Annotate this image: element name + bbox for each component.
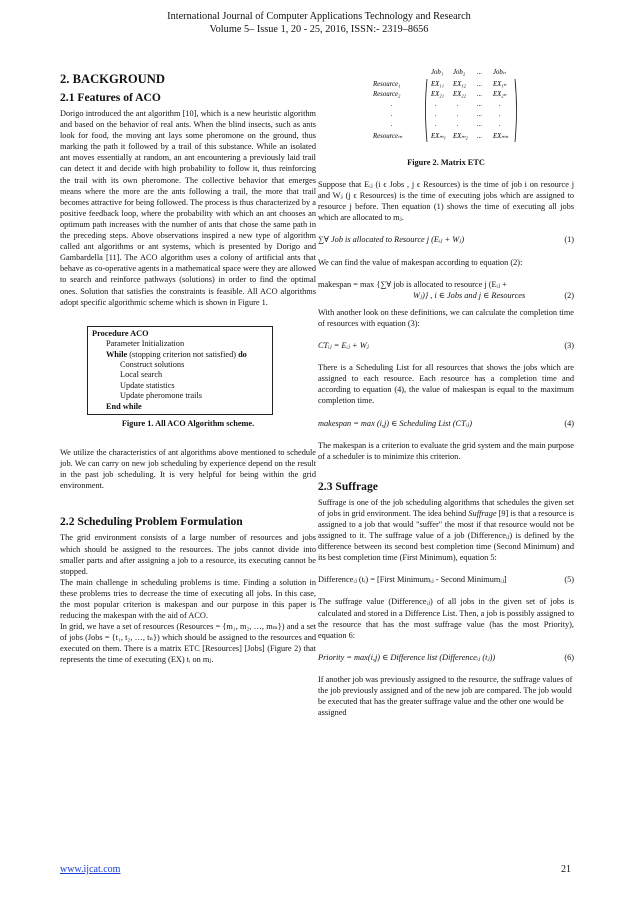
etc-col-header: Jobₙ — [493, 69, 506, 76]
page-number: 21 — [561, 864, 571, 875]
etc-col-header: ... — [477, 69, 483, 76]
subsection-heading-scheduling: 2.2 Scheduling Problem Formulation — [60, 515, 243, 529]
equation-4: makespan = max (i,j) ∈ Scheduling List (CTᵢⱼ) (4) — [318, 418, 574, 428]
aco-procedure-box — [87, 326, 273, 415]
etc-cell: ... — [477, 91, 483, 98]
etc-cell: EX₁ₙ — [493, 81, 507, 88]
journal-title: International Journal of Computer Applications Technology and Research — [167, 11, 471, 22]
paragraph-sched-3: In grid, we have a set of resources (Resources = {m₁, m₂, …, mₘ}) and a set of jobs (Jobs = {t₁, t₂, …, tₙ}) which should be assigned to the resources and executed on them. There is a matrix ETC [Resources] [Jobs] (Figure 2) that represents the time of executing (EX) tᵢ on mⱼ. — [60, 622, 316, 665]
procedure-init: Parameter Initialization — [106, 339, 185, 349]
etc-cell: . — [435, 111, 437, 118]
procedure-end: End while — [106, 401, 142, 411]
etc-cell: ... — [477, 121, 483, 128]
procedure-step: Construct solutions — [120, 359, 185, 369]
etc-cell: EX₁₁ — [431, 81, 445, 88]
etc-row-label: Resource₂ — [373, 91, 401, 98]
etc-row-label: . — [391, 101, 393, 108]
etc-cell: . — [499, 101, 501, 108]
equation-6: Priority = max(i,j) ∈ Difference list (Differenceᵢⱼ (tⱼ)) (6) — [318, 652, 574, 662]
journal-website-link[interactable]: www.ijcat.com — [60, 864, 121, 875]
paragraph-makespan-intro: We can find the value of makespan according to equation (2): — [318, 257, 523, 267]
procedure-while: While (stopping criterion not satisfied) do — [106, 349, 247, 359]
procedure-title: Procedure ACO — [92, 328, 149, 338]
procedure-step: Update statistics — [120, 380, 175, 390]
equation-1: ∑∀ Job is allocated to Resource j (Eᵢⱼ + Wⱼ) (1) — [318, 235, 574, 245]
paragraph-sched-2: The main challenge in scheduling problems is time. Finding a solution in these problems tries to decrease the time of executing all jobs. In this case, the most popular criterion is makespan and our purpose in this paper is reducing the makespan with the aid of ACO. — [60, 577, 316, 621]
left-column — [60, 72, 316, 666]
procedure-step: Local search — [120, 370, 163, 380]
procedure-step: Update pheromone trails — [120, 391, 203, 401]
etc-cell: ... — [477, 111, 483, 118]
paragraph-sched-1: The grid environment consists of a large number of resources and jobs which should be assigned to the resources. The jobs cannot divide into smaller parts and after assigning a job to a resource, its executing cannot be stopped. — [60, 533, 316, 576]
etc-cell: EX₂ₙ — [493, 91, 507, 98]
paragraph-aco: Dorigo introduced the ant algorithm [10], which is a new heuristic algorithm and based on the behavior of real ants. When the blind insects, such as ants look for food, the moving ant lays some pheromone on the ground, thus marking the path it followed by a trail of this substance. While an isolated ant moves essentially at random, an ant encountering a previously laid trail can detect it and decide with high probability to follow it, thus reinforcing the trail with its own pheromone. The collective behavior that emerges means where the more are the ants following a trail, the more that trail becomes attractive for being followed. The process is thus characterized by a positive feedback loop, where the probability with which an ant chooses an optimum path increases with the number of ants that chose the same path in the preceding steps. Above observations inspired a new type of algorithm called ant algorithms or ant systems, which is presented by Dorigo and Gambardella [11]. The ACO algorithm uses a colony of artificial ants that behave as co-operative agents in a mathematical space were they are allowed to search and reinforce pathways (solutions) in order to find the optimal ones. Solution that satisfies the constraints is feasible. All ACO algorithms adopt specific algorithmic scheme which is shown in Figure 1. — [60, 109, 316, 307]
etc-cell: ... — [477, 101, 483, 108]
paragraph-scheduling-list: There is a Scheduling List for all resources that shows the jobs which are assigned to each resource. Each resource has a completion time and according to equation (4), the value of makespan is equal to the maximum completion time. — [318, 363, 574, 406]
equation-2: makespan = max {∑∀ job is allocated to resource j (Eᵢⱼ + Wⱼ)} , i ∈ Jobs and j ∈ Resources (2) — [318, 279, 574, 300]
journal-header — [0, 10, 638, 36]
figure-1-caption: Figure 1. All ACO Algorithm scheme. — [121, 418, 255, 428]
subsection-heading-features: 2.1 Features of ACO — [60, 91, 161, 104]
paragraph-suffrage-1: Suffrage is one of the job scheduling algorithms that schedules the given set of jobs in grid environment. The idea behind Suffrage [9] is that a resource is assigned to a job that would "suffer" the most if that resource would not be assigned to it. The suffrage value of a job (Differenceᵢⱼ) is defined by the difference between its second best completion time (Second Minimum) and its best completion time (First Minimum), equation 5: — [318, 497, 575, 563]
etc-cell: . — [457, 111, 459, 118]
etc-matrix-figure — [371, 64, 521, 154]
etc-row-label: . — [391, 121, 393, 128]
etc-cell: EX₂₂ — [453, 91, 467, 98]
etc-cell: . — [435, 121, 437, 128]
paragraph-makespan-criterion: The makespan is a criterion to evaluate the grid system and the main purpose of a scheduler is to minimize this criterion. — [318, 440, 574, 461]
paragraph-utilize: We utilize the characteristics of ant algorithms above mentioned to schedule job. We can carry on new job scheduling by experience depend on the result in the past job scheduling. It is very helpful for being within the grid environment. — [60, 448, 316, 491]
etc-cell: . — [499, 121, 501, 128]
etc-cell: EX₁₂ — [453, 81, 467, 88]
etc-cell: ... — [477, 133, 483, 140]
paragraph-suffrage-3: If another job was previously assigned to the resource, the suffrage values of the job previously assigned and of the new job are compared. The job would be executed that has the greater suffrage value and the other one would be assigned — [318, 674, 573, 718]
etc-cell: . — [499, 111, 501, 118]
section-heading-background: 2. BACKGROUND — [60, 72, 165, 86]
etc-cell: ... — [477, 81, 483, 88]
etc-cell: . — [435, 101, 437, 108]
equation-3: CTᵢⱼ = Eᵢⱼ + Wⱼ (3) — [318, 341, 574, 351]
right-column — [318, 64, 574, 718]
paragraph-suffrage-2: The suffrage value (Differenceᵢⱼ) of all jobs in the given set of jobs is calculated and stored in a Difference List. Then, a job is possibly assigned to the resource that has the most suffrage value (has the most Priority), equation 6: — [318, 597, 574, 640]
figure-2-caption: Figure 2. Matrix ETC — [407, 158, 485, 167]
paragraph-ct-intro: With another look on these definitions, we can calculate the completion time of resources with equation (3): — [318, 307, 574, 328]
etc-col-header: Job₁ — [431, 69, 444, 76]
etc-cell: EXₘ₁ — [431, 133, 446, 140]
etc-row-label: . — [391, 111, 393, 118]
subsection-heading-suffrage: 2.3 Suffrage — [318, 479, 378, 493]
etc-col-header: Job₂ — [453, 69, 466, 76]
etc-cell: EXₘ₂ — [453, 133, 468, 140]
matrix-left-bracket — [426, 79, 428, 142]
etc-cell: EX₂₁ — [431, 91, 445, 98]
etc-row-label: Resourceₘ — [373, 133, 403, 140]
journal-volume: Volume 5– Issue 1, 20 - 25, 2016, ISSN:- 2319–8656 — [209, 24, 429, 35]
etc-matrix — [371, 64, 521, 154]
etc-cell: . — [457, 121, 459, 128]
etc-cell: EXₘₙ — [493, 133, 509, 140]
paragraph-suppose: Suppose that Eᵢⱼ (i ϵ Jobs , j ϵ Resources) is the time of job i on resource j and Wⱼ (j ϵ Resources) is the time of executing jobs which are assigned to resource j before. Then equation (1) shows the time of executing all jobs which are allocated to mⱼ. — [318, 180, 574, 223]
matrix-right-bracket — [515, 79, 517, 142]
equation-5: Differenceᵢⱼ (tᵢ) = [First Minimumᵢⱼ - Second Minimumᵢⱼ] (5) — [318, 575, 574, 585]
etc-cell: . — [457, 101, 459, 108]
etc-row-label: Resource₁ — [373, 81, 401, 88]
